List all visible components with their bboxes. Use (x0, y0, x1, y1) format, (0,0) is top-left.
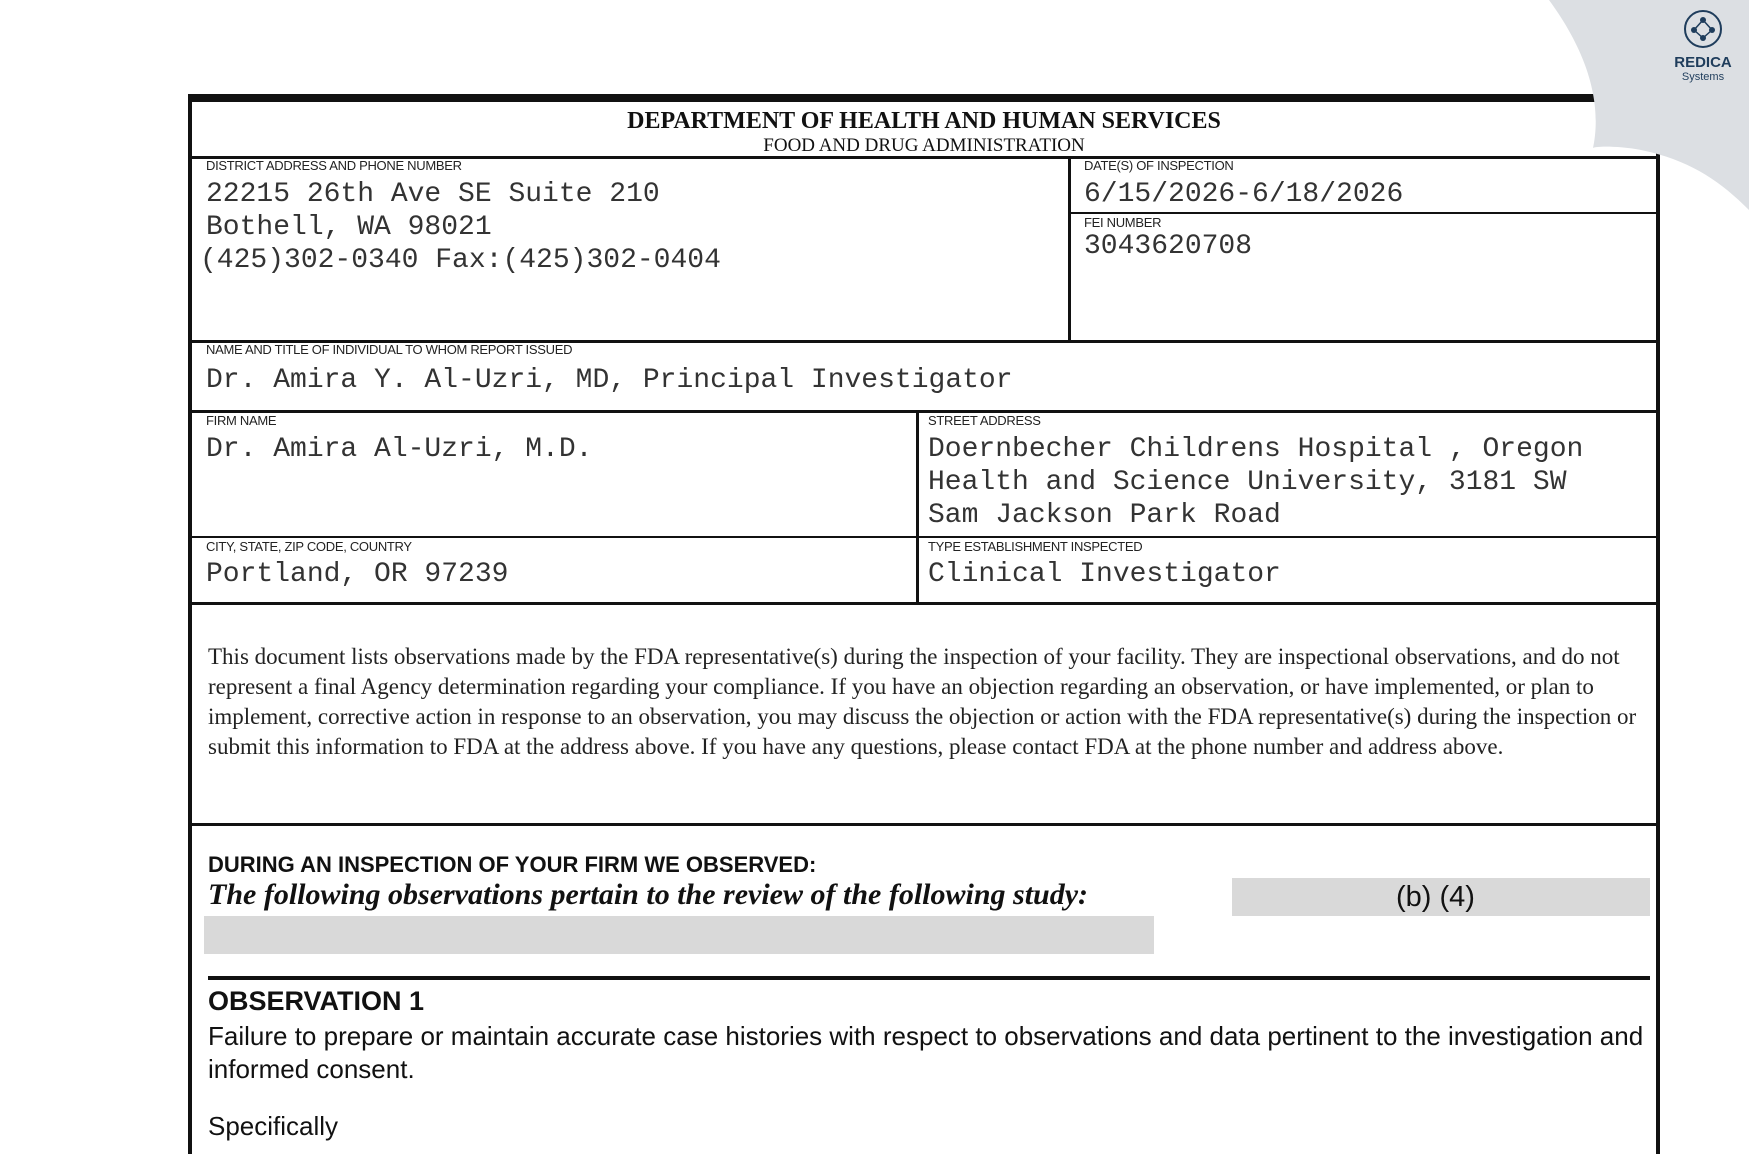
fei-label: FEI NUMBER (1084, 215, 1162, 230)
divider (916, 410, 919, 603)
street-line1: Doernbecher Childrens Hospital , Oregon (928, 434, 1584, 465)
district-phone: (425)302-0340 Fax:(425)302-0404 (200, 245, 721, 276)
logo-name: REDICA (1674, 54, 1732, 71)
network-icon (1682, 8, 1724, 50)
divider (192, 602, 1656, 605)
inspection-dates: 6/15/2026-6/18/2026 (1084, 179, 1404, 210)
study-line: The following observations pertain to the review of the following study: (208, 878, 1089, 911)
street-label: STREET ADDRESS (928, 413, 1041, 428)
form-header (192, 108, 1656, 157)
individual-label: NAME AND TITLE OF INDIVIDUAL TO WHOM REPORT ISSUED (206, 342, 573, 357)
redaction-label: (b) (4) (1396, 881, 1475, 913)
redaction-box (1232, 878, 1650, 916)
dates-label: DATE(S) OF INSPECTION (1084, 158, 1234, 173)
district-label: DISTRICT ADDRESS AND PHONE NUMBER (206, 158, 462, 173)
divider (1068, 212, 1656, 214)
district-address-line2: Bothell, WA 98021 (206, 212, 492, 243)
firm-name: Dr. Amira Al-Uzri, M.D. (206, 434, 593, 465)
street-line3: Sam Jackson Park Road (928, 500, 1281, 531)
notice-paragraph: This document lists observations made by the FDA representative(s) during the inspection of your facility. They are inspectional observations, and do not represent a final Agency determination regarding your compliance. If you have an objection regarding an observation, or have implemented, or plan to implement, corrective action in response to an observation, you may discuss the objection or action with the FDA representative(s) during the inspection or submit this information to FDA at the address above. If you have any questions, please contact FDA at the phone number and address above. (208, 644, 1637, 759)
city-value: Portland, OR 97239 (206, 559, 509, 590)
district-address-line1: 22215 26th Ave SE Suite 210 (206, 179, 660, 210)
observed-heading: DURING AN INSPECTION OF YOUR FIRM WE OBSERVED: (208, 852, 817, 877)
observation-next-line: Specifically (208, 1111, 339, 1141)
redaction-box (204, 916, 1154, 954)
logo-tagline: Systems (1681, 71, 1725, 83)
firm-label: FIRM NAME (206, 413, 277, 428)
establishment-type: Clinical Investigator (928, 559, 1281, 590)
divider (192, 536, 1656, 538)
observation-title: OBSERVATION 1 (208, 986, 425, 1016)
individual-name: Dr. Amira Y. Al-Uzri, MD, Principal Investigator (206, 365, 1013, 396)
redica-logo (1663, 8, 1743, 83)
divider (192, 410, 1656, 413)
department-title: DEPARTMENT OF HEALTH AND HUMAN SERVICES (627, 108, 1221, 134)
street-line2: Health and Science University, 3181 SW (928, 467, 1567, 498)
agency-subtitle: FOOD AND DRUG ADMINISTRATION (763, 135, 1085, 156)
divider (192, 823, 1656, 826)
city-label: CITY, STATE, ZIP CODE, COUNTRY (206, 539, 412, 554)
divider (1068, 156, 1071, 341)
establishment-label: TYPE ESTABLISHMENT INSPECTED (928, 539, 1143, 554)
divider (208, 976, 1650, 980)
fda-483-form (188, 94, 1660, 1154)
observation-text: Failure to prepare or maintain accurate case histories with respect to observations and data pertinent to the investigation and informed consent. (208, 1021, 1644, 1084)
fei-number: 3043620708 (1084, 231, 1253, 262)
